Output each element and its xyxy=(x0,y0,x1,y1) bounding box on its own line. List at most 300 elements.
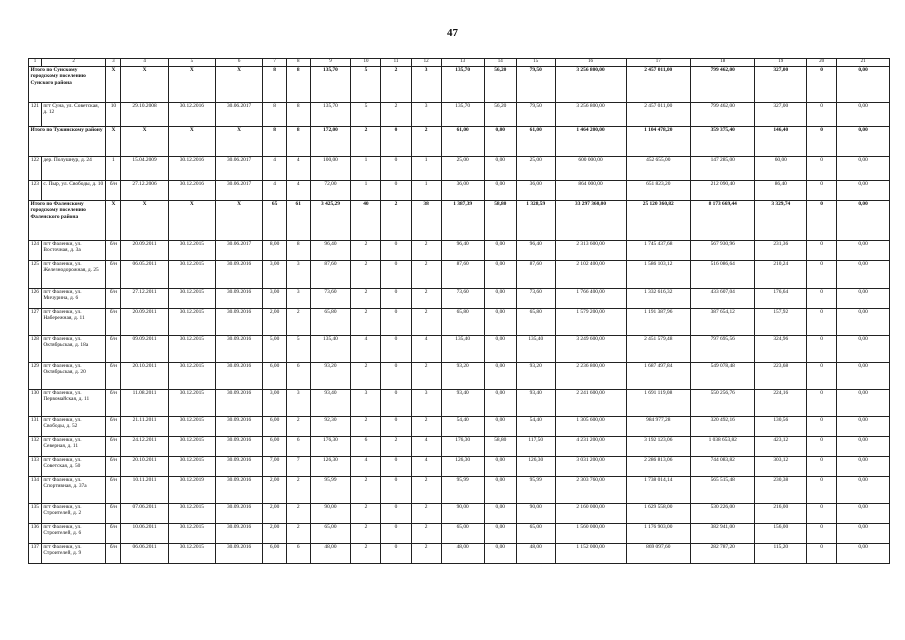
value-cell: 135,70 xyxy=(310,66,351,102)
value-cell: 135,40 xyxy=(441,335,484,362)
value-cell: 1 xyxy=(411,156,441,180)
value-cell: 0 xyxy=(381,523,411,543)
value-cell: 2 xyxy=(381,66,411,102)
address-cell: пгт Фаленки, ул. Спортивная, д. 37а xyxy=(41,476,105,503)
column-number-cell: 8 xyxy=(286,59,310,67)
value-cell: X xyxy=(215,66,262,102)
value-cell: 30.09.2016 xyxy=(215,362,262,389)
value-cell: 5,00 xyxy=(263,335,287,362)
column-number-cell: 1 xyxy=(29,59,42,67)
value-cell: 327,00 xyxy=(755,66,807,102)
value-cell: 1 038 653,82 xyxy=(691,436,755,456)
value-cell: 36,00 xyxy=(441,180,484,200)
value-cell: 5 xyxy=(286,335,310,362)
value-cell: 320 492,16 xyxy=(691,416,755,436)
row-number-cell: 134 xyxy=(29,476,42,503)
value-cell: 5 xyxy=(351,102,381,126)
value-cell: 8,00 xyxy=(263,240,287,260)
row-number-cell: 133 xyxy=(29,456,42,476)
value-cell: 65,00 xyxy=(441,523,484,543)
value-cell: 0,00 xyxy=(484,362,516,389)
value-cell: 0,00 xyxy=(484,416,516,436)
value-cell: 2 xyxy=(411,523,441,543)
value-cell: 07.06.2011 xyxy=(121,503,168,523)
value-cell: 2 457 011,00 xyxy=(626,102,690,126)
value-cell: 30.09.2016 xyxy=(215,308,262,335)
column-number-cell: 7 xyxy=(263,59,287,67)
value-cell: X xyxy=(106,126,121,156)
value-cell: 135,70 xyxy=(310,102,351,126)
value-cell: 157,92 xyxy=(755,308,807,335)
value-cell: 3 xyxy=(411,66,441,102)
subtotal-label: Итого по Тужинскому району xyxy=(29,126,106,156)
value-cell: 0 xyxy=(381,156,411,180)
value-cell: 30.09.2016 xyxy=(215,503,262,523)
address-cell: пгт Фаленки, ул. Первомайская, д. 11 xyxy=(41,389,105,416)
value-cell: 0 xyxy=(807,200,837,240)
value-cell: 0,00 xyxy=(837,156,890,180)
value-cell: 2 303 760,00 xyxy=(555,476,626,503)
value-cell: 4 xyxy=(286,180,310,200)
value-cell: X xyxy=(106,66,121,102)
value-cell: 100,00 xyxy=(310,156,351,180)
value-cell: 0,00 xyxy=(484,260,516,288)
value-cell: 30.06.2017 xyxy=(215,102,262,126)
value-cell: б/н xyxy=(106,288,121,308)
value-cell: 6,00 xyxy=(263,543,287,563)
value-cell: 20.10.2011 xyxy=(121,456,168,476)
column-number-cell: 18 xyxy=(691,59,755,67)
value-cell: 38 xyxy=(411,200,441,240)
value-cell: 0,00 xyxy=(837,180,890,200)
value-cell: 0,00 xyxy=(484,476,516,503)
value-cell: 2,00 xyxy=(263,308,287,335)
value-cell: 115,20 xyxy=(755,543,807,563)
value-cell: 21.11.2011 xyxy=(121,416,168,436)
value-cell: 2 xyxy=(411,503,441,523)
value-cell: 0 xyxy=(807,503,837,523)
value-cell: 0,00 xyxy=(484,240,516,260)
table-row xyxy=(29,308,890,335)
value-cell: 27.12.2006 xyxy=(121,180,168,200)
value-cell: 126,30 xyxy=(441,456,484,476)
value-cell: 36,00 xyxy=(516,180,555,200)
value-cell: 30.12.2016 xyxy=(168,102,215,126)
table-row xyxy=(29,180,890,200)
value-cell: 2 xyxy=(411,416,441,436)
value-cell: 20.10.2011 xyxy=(121,362,168,389)
value-cell: 135,40 xyxy=(516,335,555,362)
value-cell: 2 xyxy=(351,503,381,523)
value-cell: 93,40 xyxy=(441,389,484,416)
row-number-cell: 137 xyxy=(29,543,42,563)
table-row xyxy=(29,476,890,503)
value-cell: 30.12.2015 xyxy=(168,389,215,416)
value-cell: 30.12.2015 xyxy=(168,436,215,456)
value-cell: 30.06.2017 xyxy=(215,156,262,180)
value-cell: 0,00 xyxy=(484,503,516,523)
value-cell: 30.09.2016 xyxy=(215,456,262,476)
value-cell: 6 xyxy=(286,362,310,389)
value-cell: 2 xyxy=(411,288,441,308)
value-cell: 2 xyxy=(286,416,310,436)
value-cell: 4 xyxy=(411,436,441,456)
value-cell: 0 xyxy=(381,288,411,308)
value-cell: 92,30 xyxy=(310,416,351,436)
value-cell: 30.06.2017 xyxy=(215,240,262,260)
value-cell: 230,38 xyxy=(755,476,807,503)
value-cell: 2 xyxy=(351,126,381,156)
value-cell: 0,00 xyxy=(484,288,516,308)
value-cell: 1 332 616,32 xyxy=(626,288,690,308)
column-number-cell: 20 xyxy=(807,59,837,67)
value-cell: 0,00 xyxy=(484,543,516,563)
value-cell: 2 xyxy=(411,240,441,260)
value-cell: 565 515,48 xyxy=(691,476,755,503)
value-cell: 0,00 xyxy=(837,260,890,288)
value-cell: 147 285,00 xyxy=(691,156,755,180)
value-cell: 2 241 600,00 xyxy=(555,389,626,416)
table-row xyxy=(29,335,890,362)
value-cell: 1 586 103,12 xyxy=(626,260,690,288)
address-cell: пгт Фаленки, ул. Строителей, д. 2 xyxy=(41,503,105,523)
value-cell: 1 176 903,00 xyxy=(626,523,690,543)
value-cell: 30.12.2015 xyxy=(168,240,215,260)
value-cell: 65 xyxy=(263,200,287,240)
housing-program-table xyxy=(28,58,890,564)
value-cell: 73,60 xyxy=(310,288,351,308)
value-cell: 95,99 xyxy=(310,476,351,503)
value-cell: 93,40 xyxy=(516,389,555,416)
value-cell: 744 083,82 xyxy=(691,456,755,476)
value-cell: X xyxy=(168,200,215,240)
value-cell: X xyxy=(121,126,168,156)
value-cell: 0,00 xyxy=(837,288,890,308)
value-cell: 96,40 xyxy=(310,240,351,260)
value-cell: 65,00 xyxy=(310,523,351,543)
value-cell: 4 xyxy=(411,456,441,476)
value-cell: 212 090,40 xyxy=(691,180,755,200)
value-cell: 73,60 xyxy=(516,288,555,308)
value-cell: 0 xyxy=(807,389,837,416)
value-cell: 6 xyxy=(286,543,310,563)
value-cell: 423,12 xyxy=(755,436,807,456)
value-cell: 2,00 xyxy=(263,523,287,543)
value-cell: 30.09.2016 xyxy=(215,389,262,416)
value-cell: 24.12.2011 xyxy=(121,436,168,456)
value-cell: 56,20 xyxy=(484,66,516,102)
value-cell: 0 xyxy=(807,156,837,180)
subtotal-row xyxy=(29,126,890,156)
value-cell: 0 xyxy=(807,416,837,436)
value-cell: 2 xyxy=(411,308,441,335)
value-cell: 387 654,12 xyxy=(691,308,755,335)
value-cell: 0 xyxy=(381,362,411,389)
value-cell: 2 160 000,00 xyxy=(555,503,626,523)
value-cell: 0 xyxy=(807,476,837,503)
value-cell: 1 464 200,00 xyxy=(555,126,626,156)
value-cell: 87,60 xyxy=(310,260,351,288)
value-cell: 6,00 xyxy=(263,416,287,436)
address-cell: пгт Фаленки, ул. Свободы, д. 52 xyxy=(41,416,105,436)
value-cell: 7 xyxy=(286,456,310,476)
value-cell: 95,99 xyxy=(516,476,555,503)
value-cell: 93,40 xyxy=(310,389,351,416)
value-cell: 90,00 xyxy=(516,503,555,523)
value-cell: 1 xyxy=(351,156,381,180)
value-cell: 1 579 200,00 xyxy=(555,308,626,335)
value-cell: 30.09.2016 xyxy=(215,476,262,503)
value-cell: 6,00 xyxy=(263,436,287,456)
value-cell: 3 192 123,06 xyxy=(626,436,690,456)
address-cell: пгт Фаленки, ул. Набережная, д. 11 xyxy=(41,308,105,335)
value-cell: 0 xyxy=(807,240,837,260)
value-cell: 65,00 xyxy=(516,523,555,543)
value-cell: 2 xyxy=(351,543,381,563)
row-number-cell: 130 xyxy=(29,389,42,416)
value-cell: X xyxy=(106,200,121,240)
value-cell: 3 xyxy=(286,260,310,288)
table-row xyxy=(29,523,890,543)
value-cell: 3,00 xyxy=(263,389,287,416)
column-number-cell: 19 xyxy=(755,59,807,67)
value-cell: 382 941,00 xyxy=(691,523,755,543)
value-cell: 2 xyxy=(411,260,441,288)
row-number-cell: 132 xyxy=(29,436,42,456)
value-cell: 797 695,56 xyxy=(691,335,755,362)
value-cell: 549 078,48 xyxy=(691,362,755,389)
value-cell: 0,00 xyxy=(837,523,890,543)
value-cell: 651 823,20 xyxy=(626,180,690,200)
value-cell: 0 xyxy=(807,335,837,362)
value-cell: 30.12.2015 xyxy=(168,308,215,335)
value-cell: 176,30 xyxy=(441,436,484,456)
page-number: 47 xyxy=(447,27,458,39)
value-cell: 0 xyxy=(381,503,411,523)
value-cell: 2 286 813,06 xyxy=(626,456,690,476)
value-cell: 1 691 119,08 xyxy=(626,389,690,416)
value-cell: 4 xyxy=(351,335,381,362)
value-cell: 1 xyxy=(411,180,441,200)
value-cell: 30.12.2015 xyxy=(168,260,215,288)
value-cell: 2 xyxy=(381,102,411,126)
value-cell: 799 462,00 xyxy=(691,66,755,102)
value-cell: б/н xyxy=(106,523,121,543)
value-cell: 65,80 xyxy=(441,308,484,335)
value-cell: 4 231 200,00 xyxy=(555,436,626,456)
value-cell: 176,30 xyxy=(310,436,351,456)
subtotal-row xyxy=(29,66,890,102)
value-cell: 30.09.2016 xyxy=(215,543,262,563)
row-number-cell: 131 xyxy=(29,416,42,436)
value-cell: 2,00 xyxy=(263,503,287,523)
value-cell: 30.12.2015 xyxy=(168,456,215,476)
value-cell: 869 097,60 xyxy=(626,543,690,563)
value-cell: 0 xyxy=(381,416,411,436)
value-cell: 1 766 400,00 xyxy=(555,288,626,308)
value-cell: 90,00 xyxy=(441,503,484,523)
value-cell: 30.12.2019 xyxy=(168,476,215,503)
value-cell: 6 xyxy=(286,436,310,456)
value-cell: 0,00 xyxy=(837,102,890,126)
value-cell: 15.04.2009 xyxy=(121,156,168,180)
value-cell: 0,00 xyxy=(837,126,890,156)
table-row xyxy=(29,102,890,126)
value-cell: 30.06.2017 xyxy=(215,180,262,200)
value-cell: 0 xyxy=(381,180,411,200)
value-cell: 2 xyxy=(411,476,441,503)
value-cell: 433 607,04 xyxy=(691,288,755,308)
table-body xyxy=(29,59,890,564)
value-cell: б/н xyxy=(106,308,121,335)
value-cell: 799 462,00 xyxy=(691,102,755,126)
column-number-cell: 2 xyxy=(41,59,105,67)
value-cell: 0 xyxy=(807,362,837,389)
value-cell: 86,40 xyxy=(755,180,807,200)
value-cell: 2 xyxy=(351,308,381,335)
value-cell: 79,50 xyxy=(516,66,555,102)
value-cell: 0,00 xyxy=(837,503,890,523)
value-cell: 30.09.2016 xyxy=(215,288,262,308)
value-cell: 40 xyxy=(351,200,381,240)
value-cell: 2 xyxy=(351,416,381,436)
row-number-cell: 127 xyxy=(29,308,42,335)
value-cell: 1 xyxy=(106,156,121,180)
value-cell: 2 xyxy=(351,288,381,308)
value-cell: 4 xyxy=(263,180,287,200)
value-cell: 09.09.2011 xyxy=(121,335,168,362)
value-cell: 73,60 xyxy=(441,288,484,308)
value-cell: 0,00 xyxy=(484,389,516,416)
value-cell: 0,00 xyxy=(484,156,516,180)
value-cell: 20.09.2011 xyxy=(121,308,168,335)
value-cell: 0,00 xyxy=(837,476,890,503)
value-cell: X xyxy=(168,126,215,156)
value-cell: 2 451 579,48 xyxy=(626,335,690,362)
value-cell: 8 173 669,44 xyxy=(691,200,755,240)
column-number-cell: 17 xyxy=(626,59,690,67)
value-cell: 2 xyxy=(351,523,381,543)
value-cell: 3 256 800,00 xyxy=(555,66,626,102)
value-cell: 3 xyxy=(411,102,441,126)
value-cell: 516 086,64 xyxy=(691,260,755,288)
value-cell: 7,00 xyxy=(263,456,287,476)
value-cell: 65,80 xyxy=(516,308,555,335)
address-cell: пгт Фаленки, ул. Строителей, д. 9 xyxy=(41,543,105,563)
value-cell: 0 xyxy=(381,543,411,563)
value-cell: 6 xyxy=(351,436,381,456)
value-cell: X xyxy=(215,126,262,156)
value-cell: 3 xyxy=(351,389,381,416)
value-cell: 1 387,39 xyxy=(441,200,484,240)
value-cell: 2,00 xyxy=(263,476,287,503)
row-number-cell: 135 xyxy=(29,503,42,523)
value-cell: 452 655,00 xyxy=(626,156,690,180)
value-cell: 56,20 xyxy=(484,102,516,126)
value-cell: 0,00 xyxy=(837,416,890,436)
value-cell: 2 xyxy=(286,523,310,543)
value-cell: 30.12.2016 xyxy=(168,180,215,200)
value-cell: 61,00 xyxy=(516,126,555,156)
column-number-cell: 15 xyxy=(516,59,555,67)
address-cell: пгт Суна, ул. Советская, д. 12 xyxy=(41,102,105,126)
value-cell: 58,80 xyxy=(484,200,516,240)
column-number-cell: 11 xyxy=(381,59,411,67)
value-cell: 0,00 xyxy=(837,308,890,335)
value-cell: 126,30 xyxy=(310,456,351,476)
value-cell: 303,12 xyxy=(755,456,807,476)
value-cell: 176,64 xyxy=(755,288,807,308)
value-cell: 0 xyxy=(807,66,837,102)
value-cell: 3 xyxy=(286,389,310,416)
value-cell: 1 738 014,14 xyxy=(626,476,690,503)
value-cell: 93,20 xyxy=(516,362,555,389)
row-number-cell: 128 xyxy=(29,335,42,362)
value-cell: 126,30 xyxy=(516,456,555,476)
value-cell: 30.09.2016 xyxy=(215,335,262,362)
value-cell: 4 xyxy=(411,335,441,362)
value-cell: 11.08.2011 xyxy=(121,389,168,416)
column-number-cell: 4 xyxy=(121,59,168,67)
value-cell: 0,00 xyxy=(837,389,890,416)
value-cell: 130,56 xyxy=(755,416,807,436)
address-cell: пгт Фаленки, ул. Октябрьская, д. 18а xyxy=(41,335,105,362)
value-cell: 96,40 xyxy=(441,240,484,260)
value-cell: 0,00 xyxy=(837,456,890,476)
row-number-cell: 136 xyxy=(29,523,42,543)
value-cell: 4 xyxy=(263,156,287,180)
value-cell: 10 xyxy=(106,102,121,126)
column-number-cell: 21 xyxy=(837,59,890,67)
value-cell: 0,00 xyxy=(484,335,516,362)
table-row xyxy=(29,389,890,416)
value-cell: 0 xyxy=(807,102,837,126)
value-cell: 0 xyxy=(807,436,837,456)
value-cell: 30.12.2015 xyxy=(168,335,215,362)
value-cell: 0,00 xyxy=(837,543,890,563)
value-cell: 2 xyxy=(411,362,441,389)
column-number-cell: 13 xyxy=(441,59,484,67)
value-cell: 0 xyxy=(381,126,411,156)
value-cell: 06.06.2011 xyxy=(121,543,168,563)
value-cell: б/н xyxy=(106,389,121,416)
value-cell: 30.09.2016 xyxy=(215,436,262,456)
value-cell: 30.12.2015 xyxy=(168,503,215,523)
row-number-cell: 121 xyxy=(29,102,42,126)
value-cell: 30.09.2016 xyxy=(215,416,262,436)
value-cell: 30.12.2015 xyxy=(168,543,215,563)
value-cell: 2 xyxy=(351,476,381,503)
value-cell: X xyxy=(121,200,168,240)
value-cell: 0,00 xyxy=(484,126,516,156)
value-cell: 30.12.2015 xyxy=(168,362,215,389)
value-cell: 146,40 xyxy=(755,126,807,156)
value-cell: 324,96 xyxy=(755,335,807,362)
value-cell: 327,00 xyxy=(755,102,807,126)
value-cell: 0,00 xyxy=(837,200,890,240)
value-cell: 20.09.2011 xyxy=(121,240,168,260)
column-number-cell: 5 xyxy=(168,59,215,67)
value-cell: 96,40 xyxy=(516,240,555,260)
value-cell: 48,00 xyxy=(516,543,555,563)
value-cell: б/н xyxy=(106,476,121,503)
value-cell: б/н xyxy=(106,436,121,456)
row-number-cell: 125 xyxy=(29,260,42,288)
value-cell: 54,40 xyxy=(441,416,484,436)
value-cell: 4 xyxy=(286,156,310,180)
value-cell: 8 xyxy=(263,126,287,156)
value-cell: 87,60 xyxy=(441,260,484,288)
